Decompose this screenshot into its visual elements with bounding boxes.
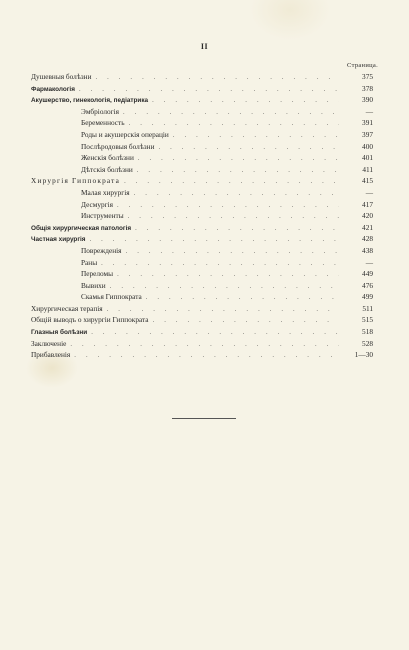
leader-dots <box>138 153 339 165</box>
toc-entry-title: Общія хирургическая патологія <box>31 224 132 232</box>
leader-dots <box>95 72 339 84</box>
toc-entry-title: Дѣтскія болѣзни <box>81 164 133 174</box>
leader-dots <box>137 165 339 177</box>
toc-entry-page: 438 <box>362 245 373 255</box>
toc-entry-title: Эмбріологія <box>81 106 120 116</box>
leader-dots <box>74 350 339 362</box>
toc-entry-page: 391 <box>362 118 373 128</box>
toc-entry-page: — <box>365 106 373 116</box>
toc-entry <box>31 326 373 338</box>
toc-entry <box>31 314 373 326</box>
toc-entry-page: — <box>365 257 373 267</box>
toc-entry-page: 421 <box>362 222 373 232</box>
toc-entry <box>31 268 373 280</box>
leader-dots <box>126 246 339 258</box>
toc-entry-title: Малая хирургія <box>81 187 130 197</box>
leader-dots <box>101 258 339 270</box>
leader-dots <box>135 223 339 235</box>
toc-entry-title: Переломы <box>81 269 114 279</box>
toc-entry-page: 515 <box>362 315 373 325</box>
toc-entry <box>31 83 373 95</box>
toc-entry-page: 511 <box>362 303 373 313</box>
toc-entry-page: 415 <box>362 176 373 186</box>
toc-entry-title: Послѣродовыя болѣзни <box>81 141 155 151</box>
toc-entry-page: 411 <box>362 164 373 174</box>
leader-dots <box>173 130 339 142</box>
toc-entry-title: Вывихи <box>81 280 106 290</box>
toc-entry <box>31 210 373 222</box>
toc-entry-title: Беременность <box>81 118 125 128</box>
toc-entry <box>31 164 373 176</box>
toc-entry-page: 417 <box>362 199 373 209</box>
leader-dots <box>90 234 340 246</box>
toc-entry-title: Скамья Гиппократа <box>81 292 142 302</box>
toc-entry-title: Роды и акушерскія операціи <box>81 129 169 139</box>
leader-dots <box>153 315 339 327</box>
toc-entry-title: Частная хирургія <box>31 236 86 244</box>
leader-dots <box>123 107 339 119</box>
toc-entry-title: Десмургія <box>81 199 114 209</box>
toc-entry <box>31 222 373 234</box>
leader-dots <box>110 281 339 293</box>
toc-entry-page: 420 <box>362 211 373 221</box>
toc-entry-title: Прибавленія <box>31 350 71 360</box>
leader-dots <box>124 176 339 188</box>
toc-entry-title: Общій выводъ о хирургіи Гиппократа <box>31 315 149 325</box>
toc-entry-page: 1—30 <box>354 350 373 360</box>
toc-entry-page: 397 <box>362 129 373 139</box>
toc-entry <box>31 117 373 129</box>
toc-entry-title: Душевныя болѣзни <box>31 72 92 81</box>
page-column-header: Страница. <box>347 62 378 69</box>
leader-dots <box>128 211 339 223</box>
leader-dots <box>70 339 339 351</box>
toc-entry-page: 375 <box>362 72 373 81</box>
toc-entry <box>31 280 373 292</box>
toc-entry <box>31 175 373 187</box>
toc-entry <box>31 187 373 199</box>
toc-entry <box>31 71 373 83</box>
leader-dots <box>152 95 339 107</box>
toc-entry-page: 518 <box>362 327 373 337</box>
toc-entry-page: 499 <box>362 292 373 302</box>
toc-entry <box>31 233 373 245</box>
toc-entry-page: 400 <box>362 141 373 151</box>
leader-dots <box>158 142 339 154</box>
table-of-contents <box>31 71 373 361</box>
toc-entry <box>31 349 373 361</box>
toc-entry-title: Фармакологія <box>31 85 75 93</box>
page-number: II <box>200 42 209 51</box>
toc-entry <box>31 245 373 257</box>
toc-entry <box>31 257 373 269</box>
toc-entry <box>31 152 373 164</box>
toc-entry-page: 428 <box>362 234 373 244</box>
leader-dots <box>91 327 339 339</box>
toc-entry-page: 528 <box>362 338 373 348</box>
toc-entry <box>31 291 373 303</box>
toc-entry-title: Хирургическая терапія <box>31 303 103 313</box>
toc-entry <box>31 94 373 106</box>
leader-dots <box>117 200 339 212</box>
toc-entry <box>31 303 373 315</box>
toc-entry-page: 378 <box>362 83 373 93</box>
toc-entry <box>31 338 373 350</box>
closing-rule <box>172 418 236 419</box>
leader-dots <box>117 269 339 281</box>
toc-entry-title: Инструменты <box>81 211 124 221</box>
toc-entry-title: Заключеніе <box>31 338 67 348</box>
toc-entry <box>31 141 373 153</box>
toc-entry-title: Акушерство, гинекологія, педіатрика <box>31 97 149 105</box>
leader-dots <box>79 84 339 96</box>
toc-entry <box>31 106 373 118</box>
toc-entry <box>31 199 373 211</box>
toc-entry-page: — <box>365 187 373 197</box>
toc-entry-title: Раны <box>81 257 98 267</box>
toc-entry-title: Поврежденія <box>81 245 122 255</box>
toc-entry-title: Женскія болѣзни <box>81 153 134 163</box>
toc-entry-page: 476 <box>362 280 373 290</box>
leader-dots <box>134 188 339 200</box>
toc-entry-page: 449 <box>362 269 373 279</box>
toc-entry-title: Хирургія Гиппократа <box>31 176 121 186</box>
toc-entry-page: 390 <box>362 95 373 105</box>
toc-entry-page: 401 <box>362 153 373 163</box>
toc-entry <box>31 129 373 141</box>
toc-entry-title: Глазныя болѣзни <box>31 329 88 337</box>
leader-dots <box>146 292 339 304</box>
